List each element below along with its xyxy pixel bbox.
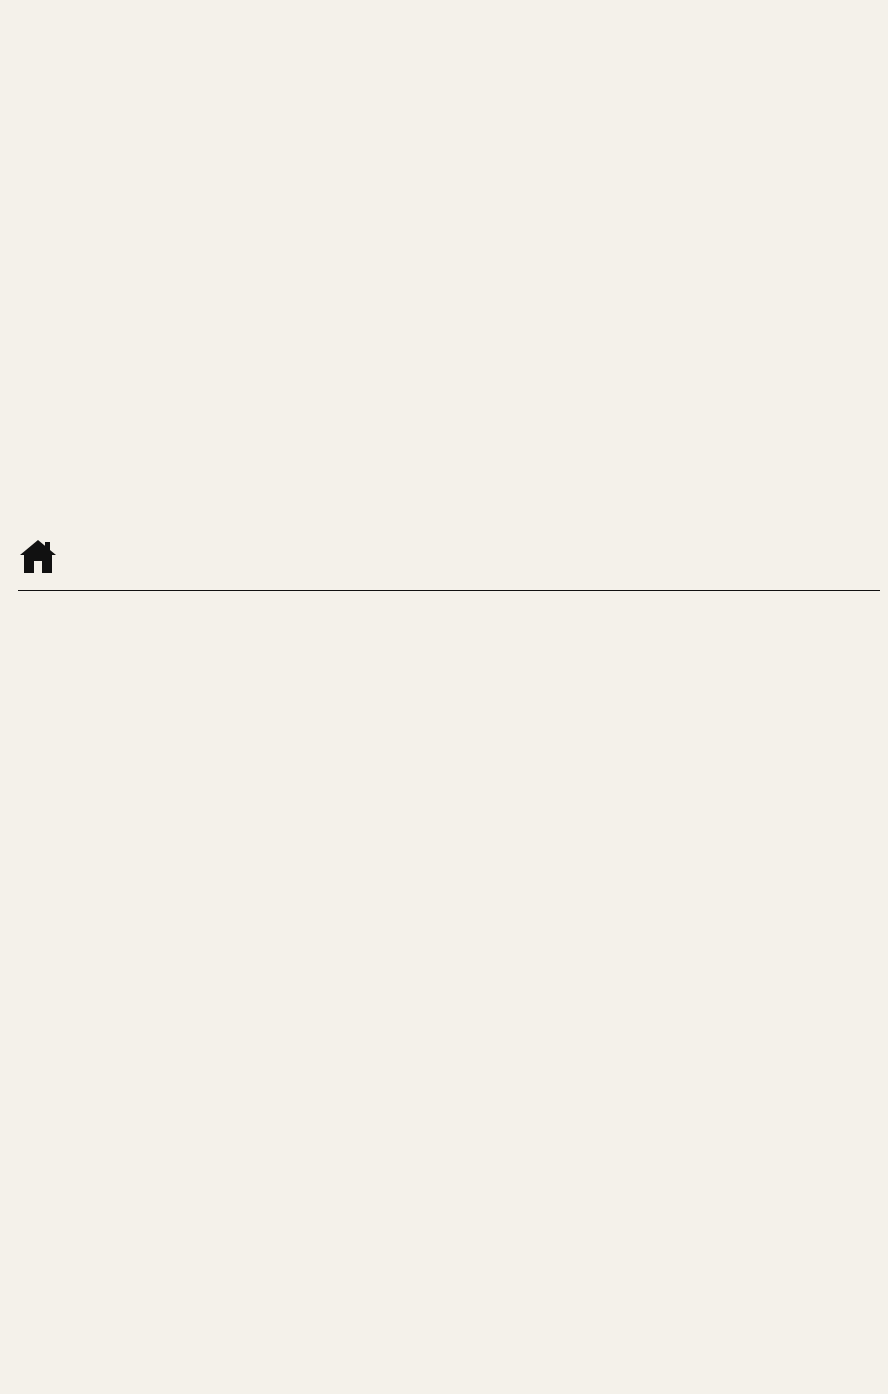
- page-dateline: [20, 2, 878, 16]
- house-icon: [18, 537, 58, 575]
- guide-columns: [18, 590, 880, 1389]
- help-wanted-columns: [18, 22, 880, 534]
- home-service-guide-banner: [18, 536, 880, 576]
